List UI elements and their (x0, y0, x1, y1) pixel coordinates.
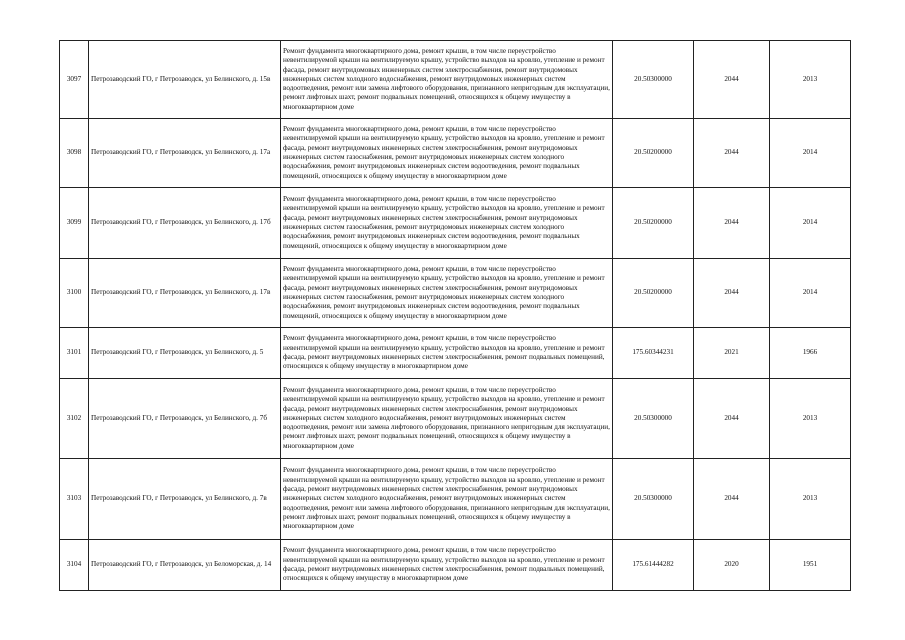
works-cell: Ремонт фундамента многоквартирного дома, ремонт крыши, в том числе переустройство невентилируемой крыши на вентилируемую крышу, устройство выходов на кровлю, утепление и ремонт фасада, ремонт внутридомовых инженерных систем электроснабжения, ремонт внутридомовых инженерных систем холодного водоснабжения, ремонт внутридомовых инженерных систем водоотведения, ремонт или замена лифтового оборудования, признанного непригодным для эксплуатации, ремонт лифтовых шахт, ремонт подвальных помещений, относящихся к общему имуществу в многоквартирном доме (281, 41, 613, 119)
table-row (60, 540, 851, 591)
address-cell: Петрозаводский ГО, г Петрозаводск, ул Белинского, д. 17а (89, 119, 281, 188)
works-cell: Ремонт фундамента многоквартирного дома, ремонт крыши, в том числе переустройство невентилируемой крыши на вентилируемую крышу, устройство выходов на кровлю, утепление и ремонт фасада, ремонт внутридомовых инженерных систем электроснабжения, ремонт подвальных помещений, относящихся к общему имуществу в многоквартирном доме (281, 328, 613, 379)
row-number: 3099 (60, 188, 89, 259)
table-row (60, 119, 851, 188)
built-year-cell: 2013 (770, 41, 851, 119)
table-row (60, 259, 851, 328)
address-cell: Петрозаводский ГО, г Петрозаводск, ул Белинского, д. 15в (89, 41, 281, 119)
planned-year-cell: 2044 (694, 259, 770, 328)
planned-year-cell: 2044 (694, 188, 770, 259)
planned-year-cell: 2020 (694, 540, 770, 591)
table-row (60, 328, 851, 379)
cost-cell: 20.50300000 (613, 379, 694, 459)
works-cell: Ремонт фундамента многоквартирного дома, ремонт крыши, в том числе переустройство невентилируемой крыши на вентилируемую крышу, устройство выходов на кровлю, утепление и ремонт фасада, ремонт внутридомовых инженерных систем электроснабжения, ремонт внутридомовых инженерных систем холодного водоснабжения, ремонт внутридомовых инженерных систем водоотведения, ремонт или замена лифтового оборудования, признанного непригодным для эксплуатации, ремонт лифтовых шахт, ремонт подвальных помещений, относящихся к общему имуществу в многоквартирном доме (281, 379, 613, 459)
row-number: 3098 (60, 119, 89, 188)
planned-year-cell: 2044 (694, 459, 770, 540)
built-year-cell: 2014 (770, 119, 851, 188)
address-cell: Петрозаводский ГО, г Петрозаводск, ул Белинского, д. 7б (89, 379, 281, 459)
built-year-cell: 2014 (770, 259, 851, 328)
cost-cell: 175.60344231 (613, 328, 694, 379)
row-number: 3101 (60, 328, 89, 379)
built-year-cell: 2014 (770, 188, 851, 259)
cost-cell: 20.50200000 (613, 119, 694, 188)
works-cell: Ремонт фундамента многоквартирного дома, ремонт крыши, в том числе переустройство невентилируемой крыши на вентилируемую крышу, устройство выходов на кровлю, утепление и ремонт фасада, ремонт внутридомовых инженерных систем электроснабжения, ремонт внутридомовых инженерных систем газоснабжения, ремонт внутридомовых инженерных систем холодного водоснабжения, ремонт внутридомовых инженерных систем водоотведения, ремонт подвальных помещений, относящихся к общему имуществу в многоквартирном доме (281, 259, 613, 328)
planned-year-cell: 2044 (694, 119, 770, 188)
works-cell: Ремонт фундамента многоквартирного дома, ремонт крыши, в том числе переустройство невентилируемой крыши на вентилируемую крышу, устройство выходов на кровлю, утепление и ремонт фасада, ремонт внутридомовых инженерных систем электроснабжения, ремонт внутридомовых инженерных систем газоснабжения, ремонт внутридомовых инженерных систем холодного водоснабжения, ремонт внутридомовых инженерных систем водоотведения, ремонт подвальных помещений, относящихся к общему имуществу в многоквартирном доме (281, 119, 613, 188)
built-year-cell: 2013 (770, 459, 851, 540)
row-number: 3103 (60, 459, 89, 540)
table-row (60, 188, 851, 259)
row-number: 3102 (60, 379, 89, 459)
built-year-cell: 2013 (770, 379, 851, 459)
cost-cell: 20.50300000 (613, 41, 694, 119)
cost-cell: 20.50200000 (613, 259, 694, 328)
cost-cell: 20.50300000 (613, 459, 694, 540)
cost-cell: 20.50200000 (613, 188, 694, 259)
address-cell: Петрозаводский ГО, г Петрозаводск, ул Белинского, д. 5 (89, 328, 281, 379)
works-cell: Ремонт фундамента многоквартирного дома, ремонт крыши, в том числе переустройство невентилируемой крыши на вентилируемую крышу, устройство выходов на кровлю, утепление и ремонт фасада, ремонт внутридомовых инженерных систем электроснабжения, ремонт внутридомовых инженерных систем газоснабжения, ремонт внутридомовых инженерных систем холодного водоснабжения, ремонт внутридомовых инженерных систем водоотведения, ремонт подвальных помещений, относящихся к общему имуществу в многоквартирном доме (281, 188, 613, 259)
capital-repair-table (59, 40, 851, 591)
table-row (60, 379, 851, 459)
table-row (60, 41, 851, 119)
works-cell: Ремонт фундамента многоквартирного дома, ремонт крыши, в том числе переустройство невентилируемой крыши на вентилируемую крышу, устройство выходов на кровлю, утепление и ремонт фасада, ремонт внутридомовых инженерных систем электроснабжения, ремонт подвальных помещений, относящихся к общему имуществу в многоквартирном доме (281, 540, 613, 591)
row-number: 3100 (60, 259, 89, 328)
planned-year-cell: 2044 (694, 379, 770, 459)
built-year-cell: 1951 (770, 540, 851, 591)
works-cell: Ремонт фундамента многоквартирного дома, ремонт крыши, в том числе переустройство невентилируемой крыши на вентилируемую крышу, устройство выходов на кровлю, утепление и ремонт фасада, ремонт внутридомовых инженерных систем электроснабжения, ремонт внутридомовых инженерных систем холодного водоснабжения, ремонт внутридомовых инженерных систем водоотведения, ремонт или замена лифтового оборудования, признанного непригодным для эксплуатации, ремонт лифтовых шахт, ремонт подвальных помещений, относящихся к общему имуществу в многоквартирном доме (281, 459, 613, 540)
address-cell: Петрозаводский ГО, г Петрозаводск, ул Белинского, д. 17в (89, 259, 281, 328)
row-number: 3097 (60, 41, 89, 119)
table-row (60, 459, 851, 540)
built-year-cell: 1966 (770, 328, 851, 379)
planned-year-cell: 2021 (694, 328, 770, 379)
row-number: 3104 (60, 540, 89, 591)
address-cell: Петрозаводский ГО, г Петрозаводск, ул Беломорская, д. 14 (89, 540, 281, 591)
planned-year-cell: 2044 (694, 41, 770, 119)
address-cell: Петрозаводский ГО, г Петрозаводск, ул Белинского, д. 7в (89, 459, 281, 540)
address-cell: Петрозаводский ГО, г Петрозаводск, ул Белинского, д. 17б (89, 188, 281, 259)
cost-cell: 175.61444282 (613, 540, 694, 591)
